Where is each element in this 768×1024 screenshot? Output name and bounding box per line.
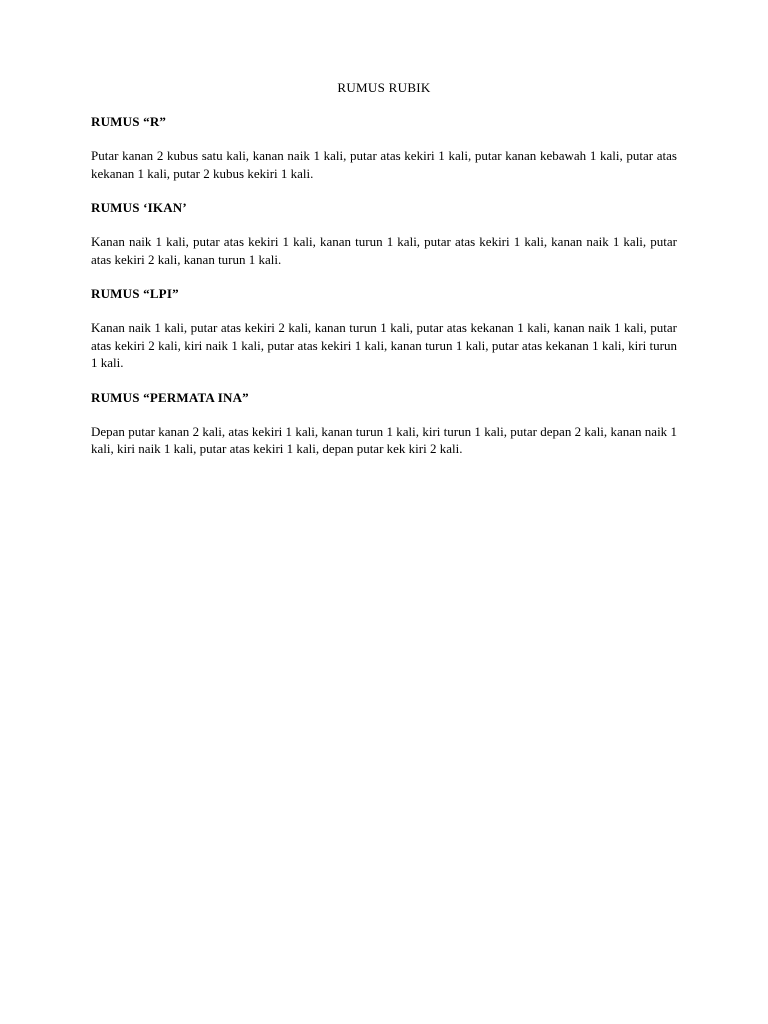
section-body: Kanan naik 1 kali, putar atas kekiri 2 kali, kanan turun 1 kali, putar atas kekanan 1 kali, kanan naik 1 kali, putar atas kekiri 2 kali, kiri naik 1 kali, putar atas kekiri 1 kali, kanan turun 1 kali, putar atas kekanan 1 kali, kiri turun 1 kali. bbox=[91, 320, 677, 370]
section-rumus-lpi bbox=[91, 285, 677, 372]
document-content bbox=[91, 113, 677, 475]
document-title: RUMUS RUBIK bbox=[337, 80, 431, 95]
section-heading: RUMUS “R” bbox=[91, 114, 167, 129]
section-heading: RUMUS “PERMATA INA” bbox=[91, 389, 249, 405]
section-rumus-permata-ina bbox=[91, 389, 677, 458]
section-body: Kanan naik 1 kali, putar atas kekiri 1 kali, kanan turun 1 kali, putar atas kekiri 1 kali, kanan naik 1 kali, putar atas kekiri 2 kali, kanan turun 1 kali. bbox=[91, 234, 677, 267]
section-body: Putar kanan 2 kubus satu kali, kanan naik 1 kali, putar atas kekiri 1 kali, putar kanan kebawah 1 kali, putar atas kekanan 1 kali, putar 2 kubus kekiri 1 kali. bbox=[91, 148, 677, 181]
section-rumus-ikan bbox=[91, 199, 677, 268]
section-rumus-r bbox=[91, 113, 677, 182]
section-heading: RUMUS ‘IKAN’ bbox=[91, 200, 187, 215]
section-heading: RUMUS “LPI” bbox=[91, 286, 179, 301]
section-body: Depan putar kanan 2 kali, atas kekiri 1 kali, kanan turun 1 kali, kiri turun 1 kali, putar depan 2 kali, kanan naik 1 kali, kiri naik 1 kali, putar atas kekiri 1 kali, depan putar kek kiri 2 kali. bbox=[91, 423, 677, 456]
